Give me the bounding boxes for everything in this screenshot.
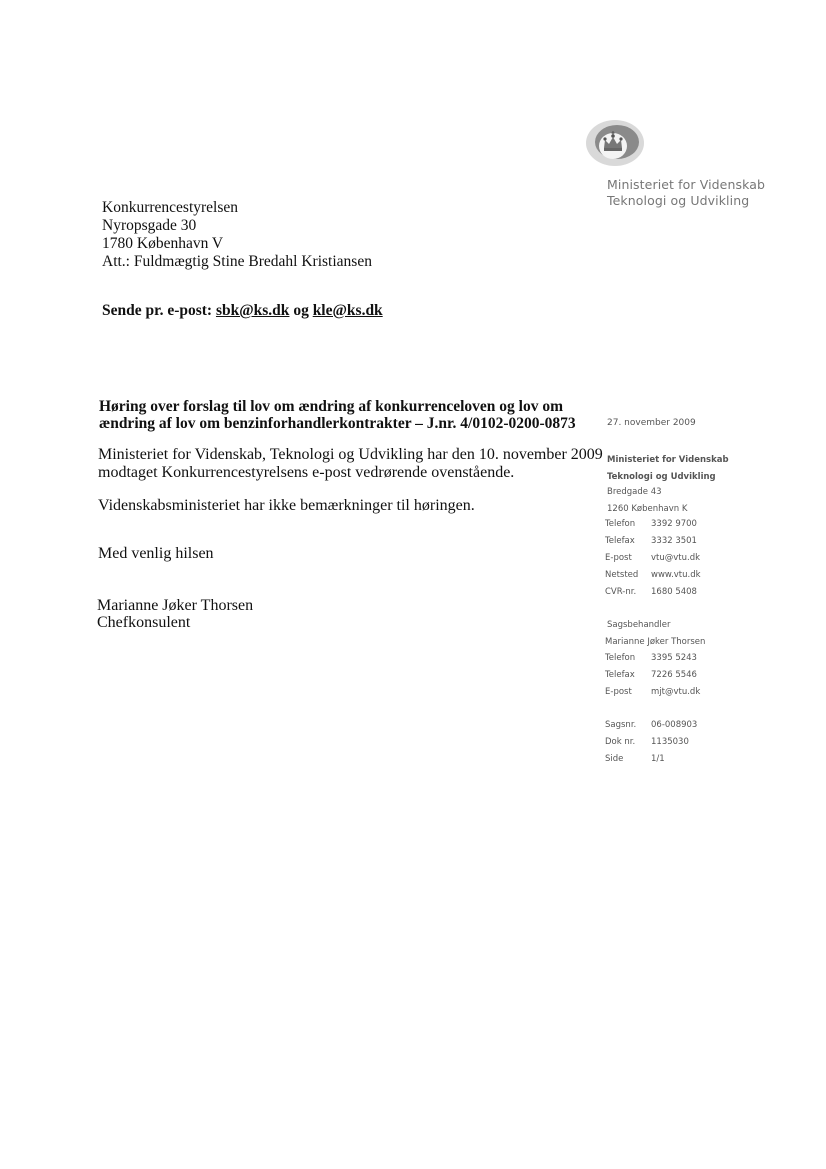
letter-subject xyxy=(99,398,576,432)
contact-value: 7226 5546 xyxy=(651,670,697,680)
body-line: modtaget Konkurrencestyrelsens e-post vedrørende ovenstående. xyxy=(98,464,515,481)
case-label: Side xyxy=(605,754,624,764)
recipient-line: Att.: Fuldmægtig Stine Bredahl Kristiansen xyxy=(102,253,372,270)
contact-label: Telefax xyxy=(605,670,635,680)
sidebar-org-line2: Teknologi og Udvikling xyxy=(607,472,716,482)
email-link-sbk[interactable]: sbk@ks.dk xyxy=(215,302,290,319)
signature-block xyxy=(97,597,253,631)
closing-greeting: Med venlig hilsen xyxy=(98,545,214,562)
contact-value: 3392 9700 xyxy=(651,519,697,529)
body-paragraph-1 xyxy=(98,446,603,482)
send-prefix: Sende pr. e-post: xyxy=(102,302,213,319)
recipient-line: 1780 København V xyxy=(102,235,224,252)
handler-contact-list xyxy=(605,650,700,701)
handler-contact-row xyxy=(605,650,700,667)
sidebar-org-name xyxy=(607,452,729,486)
case-label: Dok nr. xyxy=(605,737,636,747)
contact-value: mjt@vtu.dk xyxy=(651,687,701,697)
handler-heading: Sagsbehandler xyxy=(607,620,671,630)
sidebar-street: Bredgade 43 xyxy=(607,487,662,497)
subject-line: ændring af lov om benzinforhandlerkontrakter – J.nr. 4/0102-0200-0873 xyxy=(99,415,576,432)
case-info-row xyxy=(605,734,697,751)
contact-label: Telefon xyxy=(605,653,636,663)
send-connector: og xyxy=(293,302,309,319)
send-via-email xyxy=(102,302,383,320)
subject-line: Høring over forslag til lov om ændring af konkurrenceloven og lov om xyxy=(99,398,563,415)
handler-name: Marianne Jøker Thorsen xyxy=(605,637,706,647)
recipient-line: Konkurrencestyrelsen xyxy=(102,199,239,216)
contact-value: 3332 3501 xyxy=(651,536,697,546)
case-value: 06-008903 xyxy=(651,720,698,730)
org-contact-row xyxy=(605,550,701,567)
case-info-row xyxy=(605,717,697,734)
contact-label: Netsted xyxy=(605,570,639,580)
sidebar-org-line1: Ministeriet for Videnskab xyxy=(607,455,729,465)
ministry-name xyxy=(607,177,765,208)
contact-label: E-post xyxy=(605,687,632,697)
signer-name: Marianne Jøker Thorsen xyxy=(97,597,254,614)
org-contact-row xyxy=(605,533,701,550)
org-contact-row xyxy=(605,567,701,584)
handler-contact-row xyxy=(605,684,700,701)
signer-title: Chefkonsulent xyxy=(97,614,191,631)
org-contact-row xyxy=(605,584,701,601)
contact-value: vtu@vtu.dk xyxy=(651,553,701,563)
body-paragraph-2: Videnskabsministeriet har ikke bemærkninger til høringen. xyxy=(98,497,475,514)
case-info-row xyxy=(605,751,697,768)
contact-value: 1680 5408 xyxy=(651,587,697,597)
letter-date: 27. november 2009 xyxy=(607,418,696,428)
contact-label: E-post xyxy=(605,553,632,563)
ministry-name-line1: Ministeriet for Videnskab xyxy=(607,177,766,192)
handler-contact-row xyxy=(605,667,700,684)
body-line: Ministeriet for Videnskab, Teknologi og Udvikling har den 10. november 2009 xyxy=(98,446,603,463)
email-link-kle[interactable]: kle@ks.dk xyxy=(312,302,383,319)
contact-label: Telefax xyxy=(605,536,635,546)
contact-value: 3395 5243 xyxy=(651,653,697,663)
case-label: Sagsnr. xyxy=(605,720,637,730)
case-value: 1/1 xyxy=(651,754,665,764)
org-contact-row xyxy=(605,516,701,533)
contact-label: CVR-nr. xyxy=(605,587,637,597)
case-info-list xyxy=(605,717,697,768)
case-value: 1135030 xyxy=(651,737,689,747)
ministry-crown-logo xyxy=(584,118,646,168)
recipient-line: Nyropsgade 30 xyxy=(102,217,197,234)
ministry-name-line2: Teknologi og Udvikling xyxy=(607,192,750,208)
recipient-address xyxy=(102,199,372,271)
org-contact-list xyxy=(605,516,701,601)
contact-label: Telefon xyxy=(605,519,636,529)
sidebar-city: 1260 København K xyxy=(607,504,688,514)
contact-value: www.vtu.dk xyxy=(651,570,701,580)
